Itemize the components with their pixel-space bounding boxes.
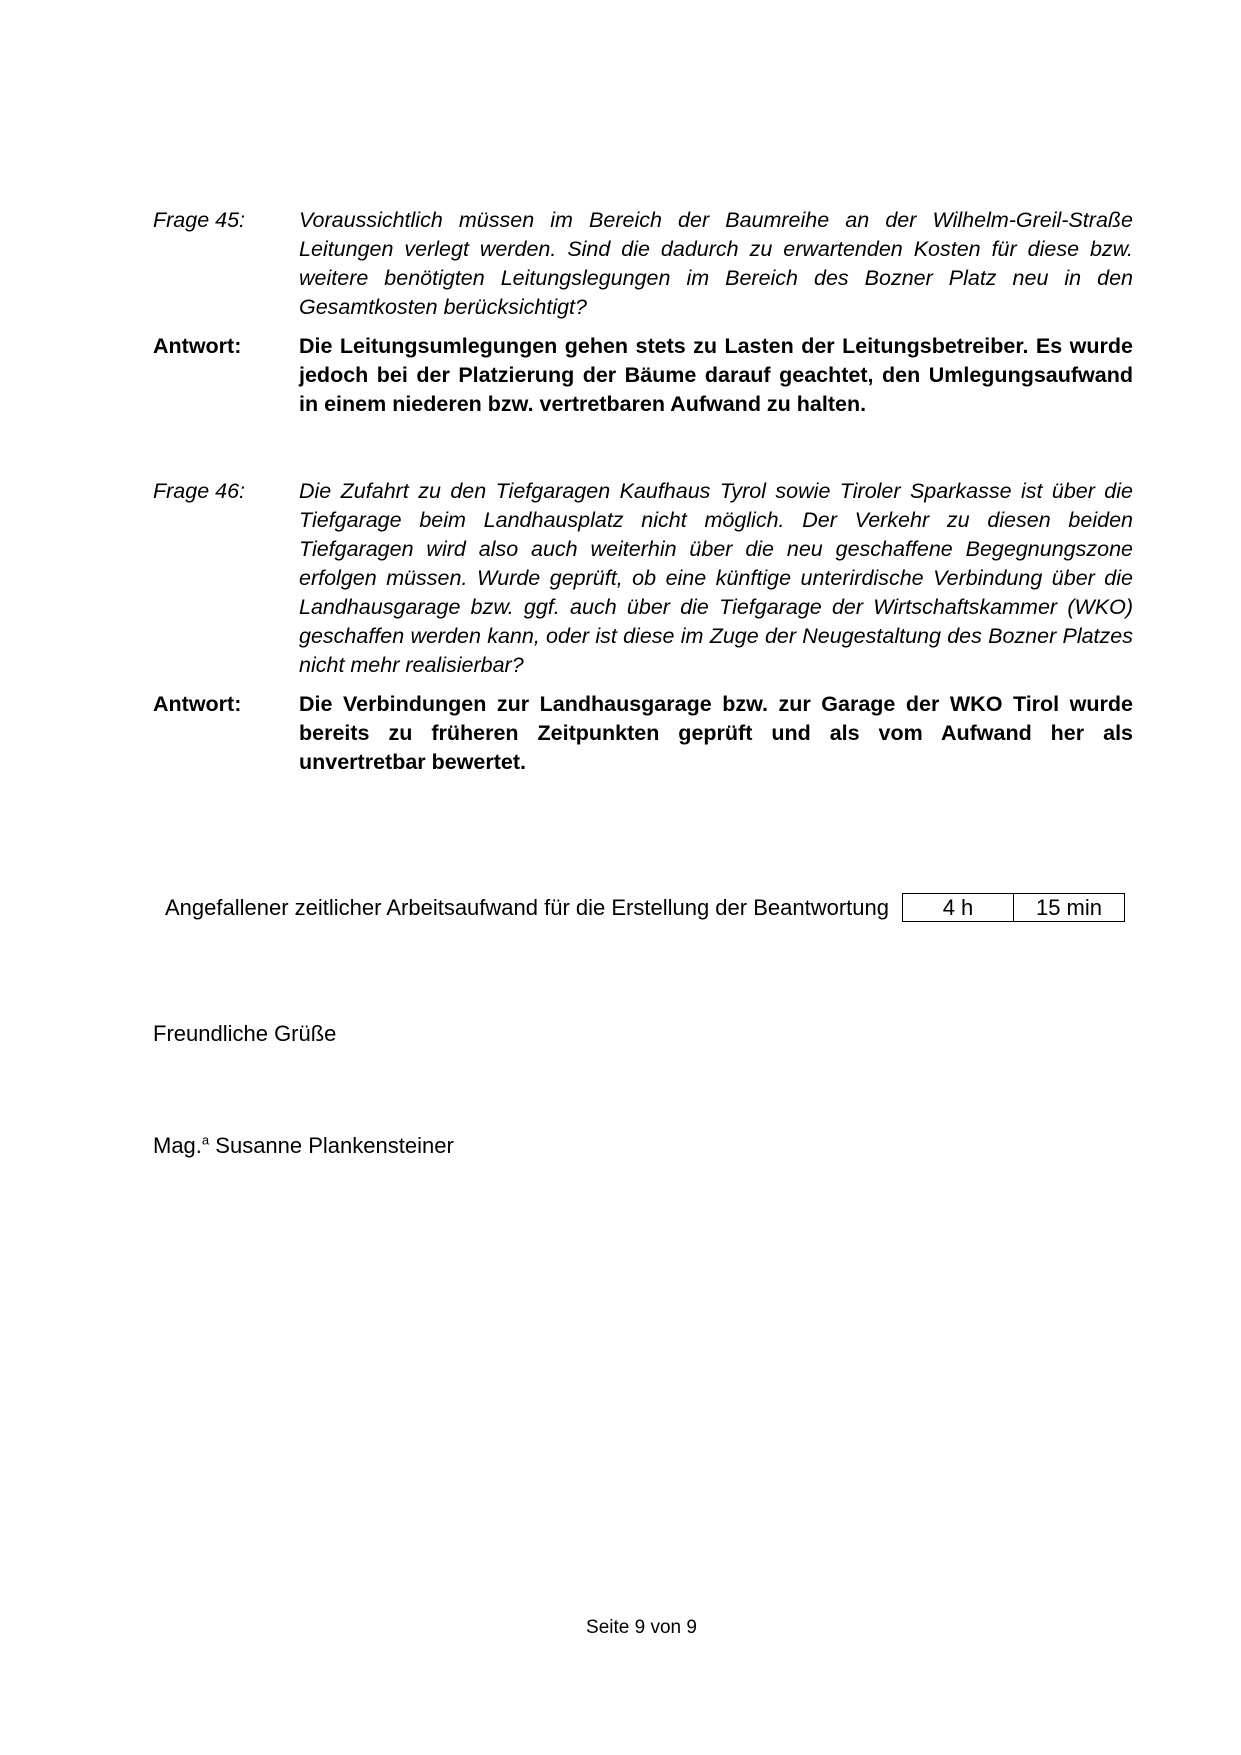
work-effort-label: Angefallener zeitlicher Arbeitsaufwand für die Erstellung der Beantwortung [165, 894, 889, 920]
academic-title-superscript: a [201, 1132, 210, 1148]
question-row [153, 206, 1133, 322]
closing-greeting: Freundliche Grüße [153, 1021, 337, 1046]
question-label: Frage 46: [153, 479, 246, 503]
answer-text: Die Verbindungen zur Landhausgarage bzw. zur Garage der WKO Tirol wurde bereits zu früheren Zeitpunkten geprüft und als vom Aufwand her als unvertretbar bewertet. [299, 692, 1133, 774]
academic-title: Mag. [153, 1133, 202, 1158]
answer-label: Antwort: [153, 692, 242, 716]
work-effort-table [902, 893, 1125, 922]
question-text: Voraussichtlich müssen im Bereich der Baumreihe an der Wilhelm-Greil-Straße Leitungen verlegt werden. Sind die dadurch zu erwartenden Kosten für diese bzw. weitere benötigten Leitungslegungen im Bereich des Bozner Platz neu in den Gesamtkosten berücksichtigt? [299, 208, 1133, 319]
qa-block-46 [153, 477, 1133, 777]
effort-minutes-cell: 15 min [1013, 894, 1124, 921]
effort-hours-cell: 4 h [942, 895, 974, 920]
answer-label: Antwort: [153, 334, 242, 358]
question-label: Frage 45: [153, 208, 246, 232]
question-row [153, 477, 1133, 680]
answer-row [153, 332, 1133, 419]
answer-text: Die Leitungsumlegungen gehen stets zu Lasten der Leitungsbetreiber. Es wurde jedoch bei der Platzierung der Bäume darauf geachtet, den Umlegungsaufwand in einem niederen bzw. vertretbaren Aufwand zu halten. [299, 334, 1133, 416]
work-effort-row [165, 893, 1125, 922]
signer-name: Susanne Plankensteiner [215, 1133, 454, 1158]
page-number-footer: Seite 9 von 9 [586, 1617, 697, 1638]
qa-block-45 [153, 206, 1133, 419]
answer-row [153, 690, 1133, 777]
signature-name-line [153, 1133, 454, 1159]
question-text: Die Zufahrt zu den Tiefgaragen Kaufhaus Tyrol sowie Tiroler Sparkasse ist über die Tiefgarage beim Landhausplatz nicht möglich. Der Verkehr zu diesen beiden Tiefgaragen wird also auch weiterhin über die neu geschaffene Begegnungszone erfolgen müssen. Wurde geprüft, ob eine künftige unterirdische Verbindung über die Landhausgarage bzw. ggf. auch über die Tiefgarage der Wirtschaftskammer (WKO) geschaffen werden kann, oder ist diese im Zuge der Neugestaltung des Bozner Platzes nicht mehr realisierbar? [299, 479, 1133, 677]
